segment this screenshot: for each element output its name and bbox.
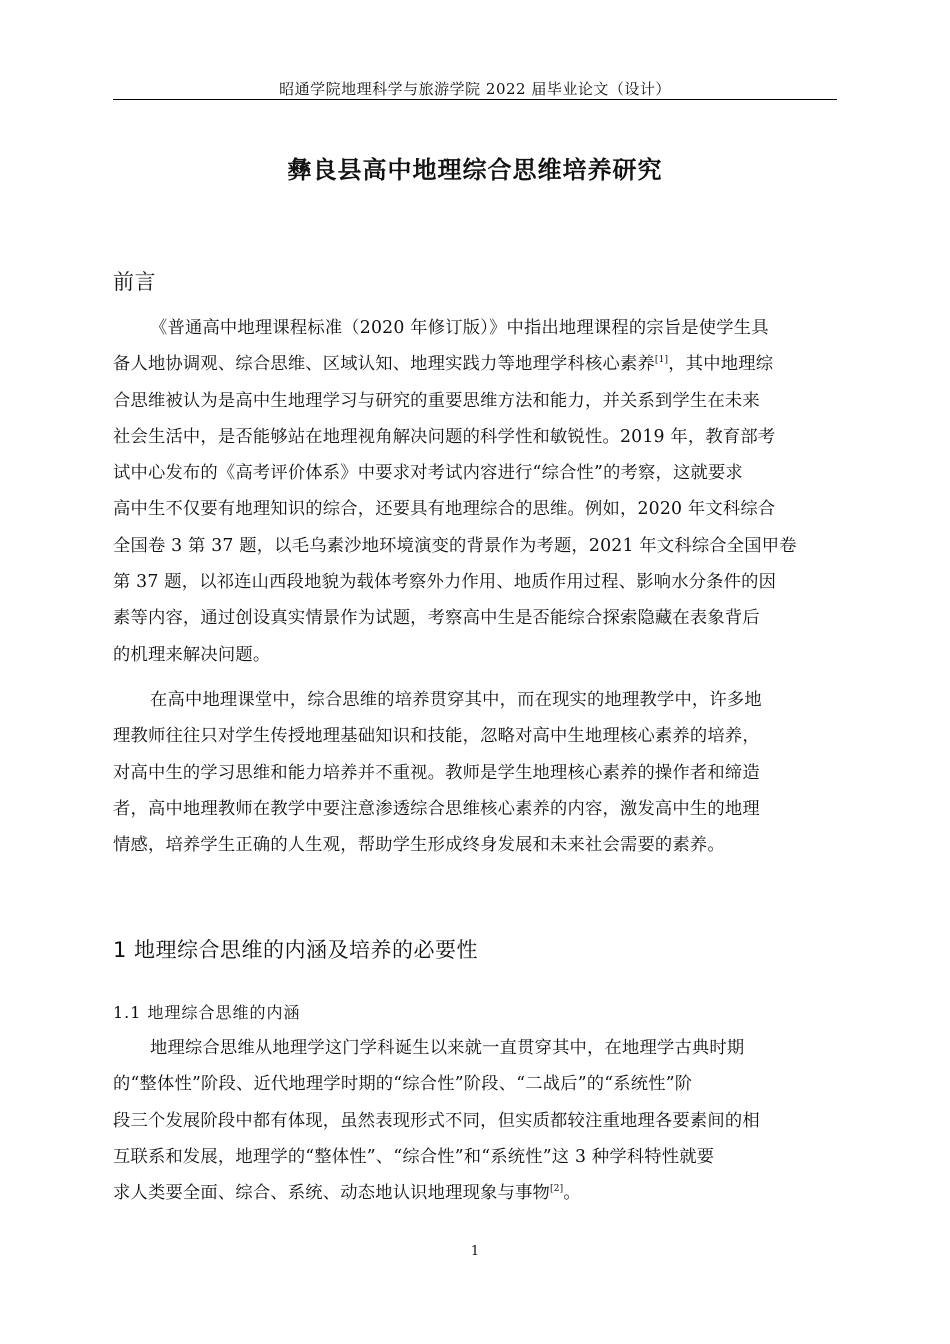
text-line: 备人地协调观、综合思维、区域认知、地理实践力等地理学科核心素养[1]，其中地理综 bbox=[113, 354, 774, 375]
text-line: 的机理来解决问题。 bbox=[113, 644, 271, 665]
text-line: 第 37 题，以祁连山西段地貌为载体考察外力作用、地质作用过程、影响水分条件的因 bbox=[113, 572, 777, 593]
section-1-1-paragraph-1 bbox=[113, 1030, 837, 1211]
text-line: 《普通高中地理课程标准（2020 年修订版）》中指出地理课程的宗旨是使学生具 bbox=[150, 318, 769, 338]
section-heading-foreword: 前言 bbox=[113, 270, 156, 294]
text-line: 社会生活中，是否能够站在地理视角解决问题的科学性和敏锐性。2019 年，教育部考 bbox=[113, 426, 776, 447]
paper-title: 彝良县高中地理综合思维培养研究 bbox=[287, 156, 663, 184]
text-line: 理教师往往只对学生传授地理基础知识和技能，忽略对高中生地理核心素养的培养， bbox=[113, 726, 760, 747]
subsection-heading-1-1: 1.1 地理综合思维的内涵 bbox=[113, 1003, 301, 1022]
text-line: 素等内容，通过创设真实情景作为试题，考察高中生是否能综合探索隐藏在表象背后 bbox=[113, 608, 760, 629]
section-heading-1: 1 地理综合思维的内涵及培养的必要性 bbox=[113, 938, 479, 962]
running-header: 昭通学院地理科学与旅游学院 2022 届毕业论文（设计） bbox=[279, 80, 671, 98]
text-line: 情感，培养学生正确的人生观，帮助学生形成终身发展和未来社会需要的素养。 bbox=[113, 835, 725, 856]
text-line: 段三个发展阶段中都有体现，虽然表现形式不同，但实质都较注重地理各要素间的相 bbox=[113, 1110, 760, 1131]
citation-2[interactable]: [2] bbox=[550, 1184, 564, 1195]
text-line: 在高中地理课堂中，综合思维的培养贯穿其中，而在现实的地理教学中，许多地 bbox=[150, 690, 762, 710]
text-line: 互联系和发展，地理学的“整体性”、“综合性”和“系统性”这 3 种学科特性就要 bbox=[113, 1146, 715, 1167]
text-line: 者，高中地理教师在教学中要注意渗透综合思维核心素养的内容，激发高中生的地理 bbox=[113, 798, 760, 819]
text-line: 全国卷 3 第 37 题，以毛乌素沙地环境演变的背景作为考题，2021 年文科综合全国甲卷 bbox=[113, 535, 797, 556]
page-number: 1 bbox=[470, 1244, 480, 1259]
foreword-paragraph-1 bbox=[113, 310, 837, 673]
text-line: 求人类要全面、综合、系统、动态地认识地理现象与事物[2]。 bbox=[113, 1183, 581, 1204]
text-line: 高中生不仅要有地理知识的综合，还要具有地理综合的思维。例如，2020 年文科综合 bbox=[113, 499, 776, 520]
text-line: 合思维被认为是高中生地理学习与研究的重要思维方法和能力，并关系到学生在未来 bbox=[113, 390, 760, 411]
header-divider bbox=[113, 99, 837, 100]
text-line: 对高中生的学习思维和能力培养并不重视。教师是学生地理核心素养的操作者和缔造 bbox=[113, 762, 760, 783]
text-line: 试中心发布的《高考评价体系》中要求对考试内容进行“综合性”的考察，这就要求 bbox=[113, 463, 743, 484]
text-line: 的“整体性”阶段、近代地理学时期的“综合性”阶段、“二战后”的“系统性”阶 bbox=[113, 1074, 693, 1095]
foreword-paragraph-2 bbox=[113, 682, 837, 863]
text-line: 地理综合思维从地理学这门学科诞生以来就一直贯穿其中，在地理学古典时期 bbox=[150, 1038, 745, 1058]
citation-1[interactable]: [1] bbox=[654, 355, 669, 366]
